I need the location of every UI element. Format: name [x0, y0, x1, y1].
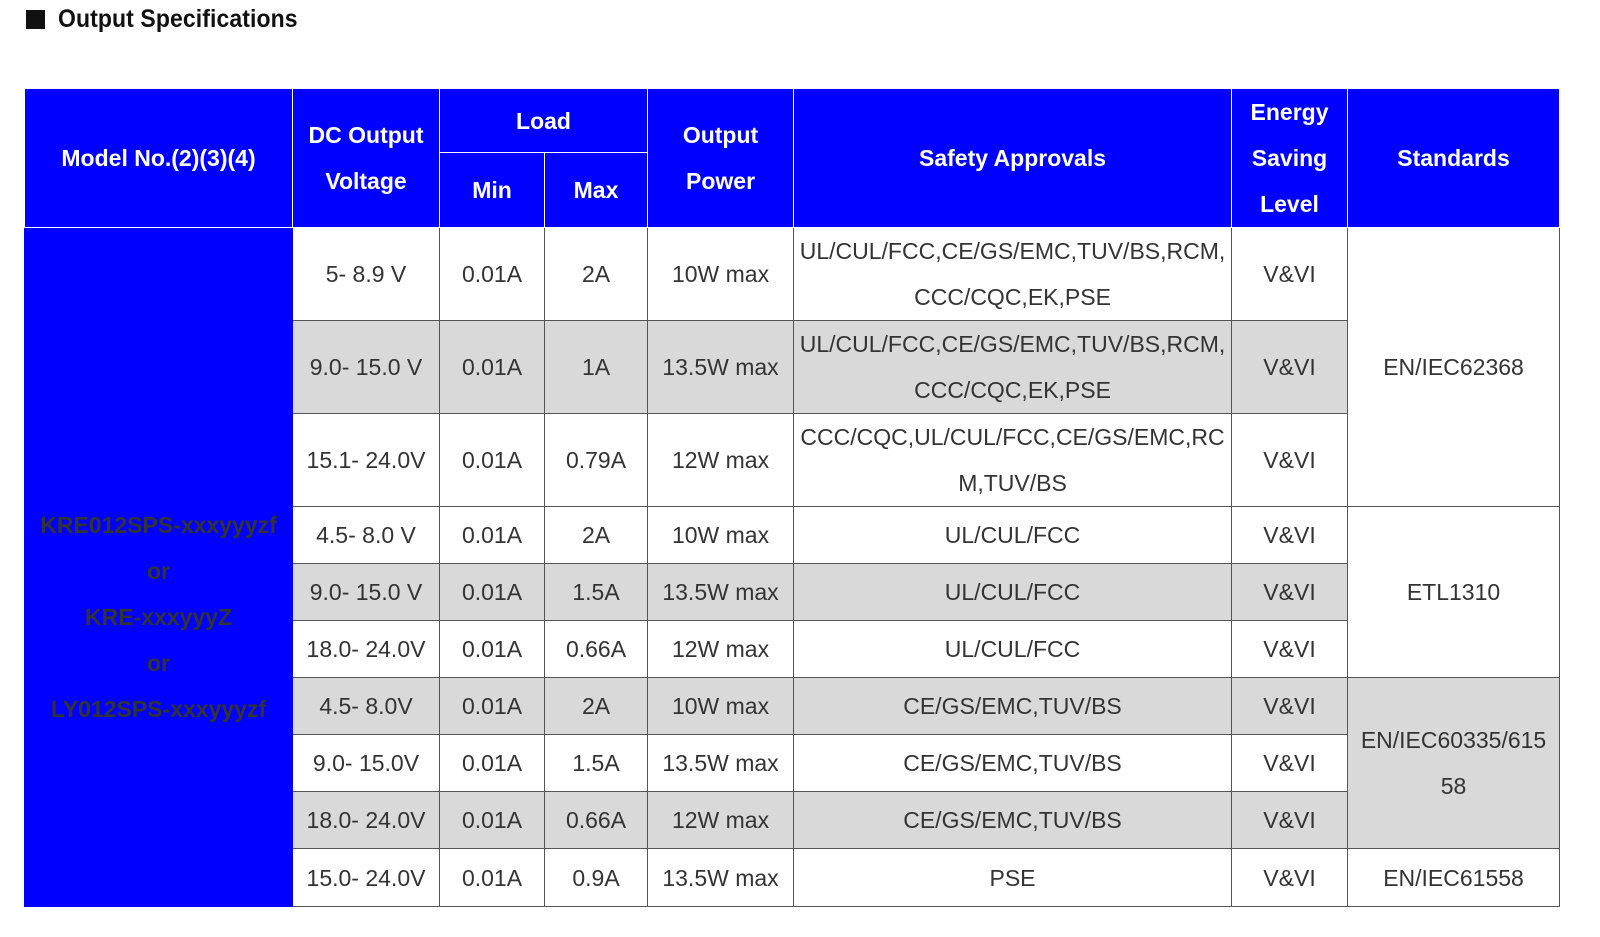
energy-level-cell: V&VI	[1232, 735, 1348, 792]
energy-level-cell: V&VI	[1232, 321, 1348, 414]
voltage-cell: 9.0- 15.0 V	[293, 564, 440, 621]
header-load: Load	[440, 89, 648, 153]
load-max-cell: 1A	[545, 321, 648, 414]
load-max-cell: 1.5A	[545, 564, 648, 621]
load-max-cell: 0.66A	[545, 792, 648, 849]
header-dc-output-voltage: DC Output Voltage	[293, 89, 440, 228]
output-power-cell: 10W max	[648, 228, 794, 321]
standards-cell: EN/IEC60335/615 58	[1348, 678, 1560, 849]
output-power-cell: 12W max	[648, 414, 794, 507]
voltage-cell: 15.0- 24.0V	[293, 849, 440, 907]
safety-approvals-cell: UL/CUL/FCC,CE/GS/EMC,TUV/BS,RCM, CCC/CQC,EK,PSE	[794, 228, 1232, 321]
section-title: Output Specifications	[58, 4, 298, 33]
output-power-cell: 13.5W max	[648, 849, 794, 907]
energy-level-cell: V&VI	[1232, 621, 1348, 678]
standards-cell: EN/IEC62368	[1348, 228, 1560, 507]
load-min-cell: 0.01A	[440, 735, 545, 792]
load-max-cell: 1.5A	[545, 735, 648, 792]
header-model: Model No.(2)(3)(4)	[25, 89, 293, 228]
load-max-cell: 2A	[545, 507, 648, 564]
output-power-cell: 13.5W max	[648, 321, 794, 414]
safety-approvals-cell: CE/GS/EMC,TUV/BS	[794, 792, 1232, 849]
model-number-cell: KRE012SPS-xxxyyyzf or KRE-xxxyyyZ or LY012SPS-xxxyyyzf	[25, 228, 293, 907]
energy-level-cell: V&VI	[1232, 678, 1348, 735]
header-energy-saving-level: Energy Saving Level	[1232, 89, 1348, 228]
standards-cell: EN/IEC61558	[1348, 849, 1560, 907]
voltage-cell: 9.0- 15.0V	[293, 735, 440, 792]
energy-level-cell: V&VI	[1232, 564, 1348, 621]
output-power-cell: 13.5W max	[648, 564, 794, 621]
output-power-cell: 10W max	[648, 507, 794, 564]
load-min-cell: 0.01A	[440, 621, 545, 678]
voltage-cell: 18.0- 24.0V	[293, 621, 440, 678]
load-min-cell: 0.01A	[440, 321, 545, 414]
table-row	[25, 228, 1560, 321]
load-max-cell: 2A	[545, 228, 648, 321]
section-heading	[26, 2, 318, 36]
standards-cell: ETL1310	[1348, 507, 1560, 678]
safety-approvals-cell: CE/GS/EMC,TUV/BS	[794, 678, 1232, 735]
header-output-power: Output Power	[648, 89, 794, 228]
header-load-max: Max	[545, 153, 648, 228]
load-max-cell: 0.66A	[545, 621, 648, 678]
energy-level-cell: V&VI	[1232, 228, 1348, 321]
output-spec-table	[24, 88, 1560, 907]
safety-approvals-cell: CE/GS/EMC,TUV/BS	[794, 735, 1232, 792]
voltage-cell: 4.5- 8.0V	[293, 678, 440, 735]
voltage-cell: 18.0- 24.0V	[293, 792, 440, 849]
load-min-cell: 0.01A	[440, 678, 545, 735]
load-max-cell: 0.9A	[545, 849, 648, 907]
load-min-cell: 0.01A	[440, 849, 545, 907]
load-min-cell: 0.01A	[440, 792, 545, 849]
voltage-cell: 5- 8.9 V	[293, 228, 440, 321]
voltage-cell: 15.1- 24.0V	[293, 414, 440, 507]
safety-approvals-cell: UL/CUL/FCC	[794, 507, 1232, 564]
output-power-cell: 10W max	[648, 678, 794, 735]
output-power-cell: 12W max	[648, 792, 794, 849]
output-power-cell: 12W max	[648, 621, 794, 678]
output-power-cell: 13.5W max	[648, 735, 794, 792]
safety-approvals-cell: PSE	[794, 849, 1232, 907]
header-load-min: Min	[440, 153, 545, 228]
safety-approvals-cell: UL/CUL/FCC	[794, 621, 1232, 678]
load-min-cell: 0.01A	[440, 414, 545, 507]
energy-level-cell: V&VI	[1232, 507, 1348, 564]
safety-approvals-cell: UL/CUL/FCC	[794, 564, 1232, 621]
header-safety-approvals: Safety Approvals	[794, 89, 1232, 228]
square-bullet-icon	[26, 10, 45, 29]
safety-approvals-cell: UL/CUL/FCC,CE/GS/EMC,TUV/BS,RCM, CCC/CQC,EK,PSE	[794, 321, 1232, 414]
voltage-cell: 9.0- 15.0 V	[293, 321, 440, 414]
header-standards: Standards	[1348, 89, 1560, 228]
energy-level-cell: V&VI	[1232, 792, 1348, 849]
load-min-cell: 0.01A	[440, 507, 545, 564]
energy-level-cell: V&VI	[1232, 414, 1348, 507]
load-min-cell: 0.01A	[440, 228, 545, 321]
safety-approvals-cell: CCC/CQC,UL/CUL/FCC,CE/GS/EMC,RC M,TUV/BS	[794, 414, 1232, 507]
load-min-cell: 0.01A	[440, 564, 545, 621]
load-max-cell: 2A	[545, 678, 648, 735]
load-max-cell: 0.79A	[545, 414, 648, 507]
voltage-cell: 4.5- 8.0 V	[293, 507, 440, 564]
energy-level-cell: V&VI	[1232, 849, 1348, 907]
